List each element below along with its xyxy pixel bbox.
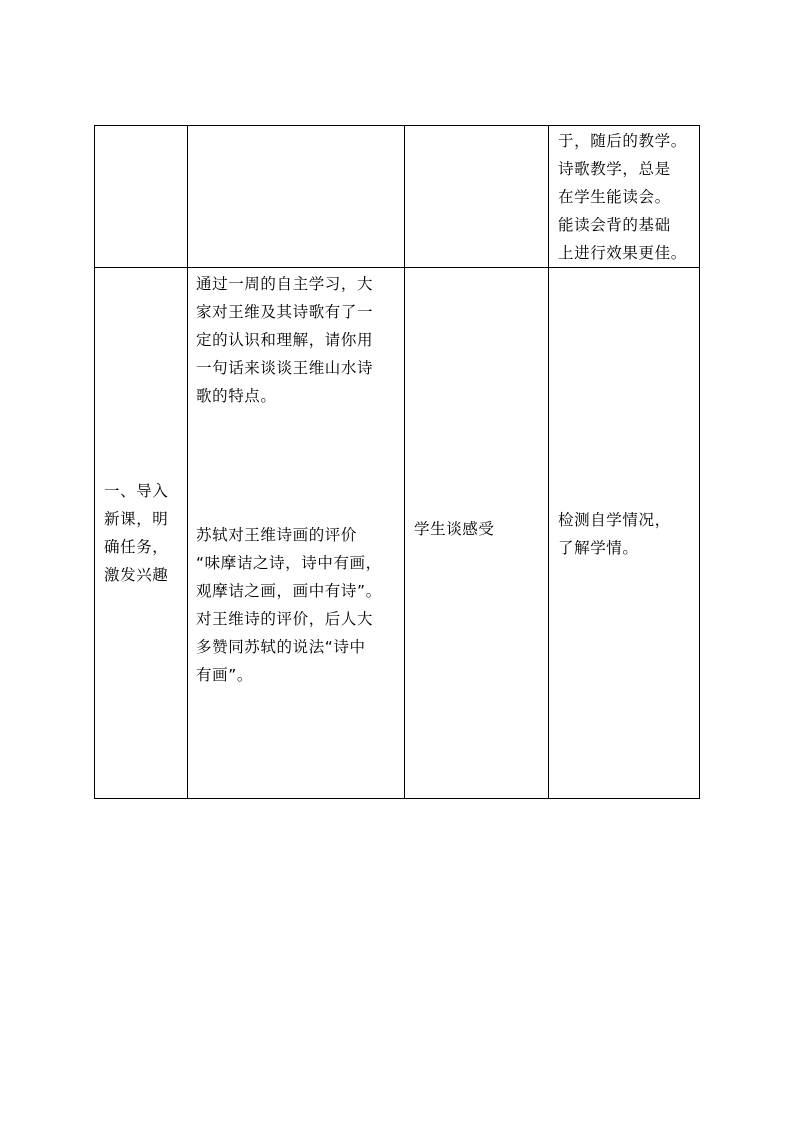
text-line: 诗歌教学，总是 xyxy=(558,160,671,178)
table-cell-stage xyxy=(95,268,188,799)
table-cell xyxy=(188,126,405,268)
text-line: 一、导入 xyxy=(104,482,169,500)
table-row xyxy=(95,268,700,799)
text-line: 定的认识和理解，请你用 xyxy=(196,331,374,349)
text-line: 在学生能读会。 xyxy=(558,188,671,206)
table-cell-teacher-activity xyxy=(188,268,405,799)
text-line: 歌的特点。 xyxy=(196,387,277,405)
table-cell-student-activity xyxy=(405,268,549,799)
text-line: 激发兴趣 xyxy=(104,566,169,584)
text-line: 多赞同苏轼的说法“诗中 xyxy=(196,638,366,656)
text-line: 一句话来谈谈王维山水诗 xyxy=(196,359,374,377)
cell-text xyxy=(414,515,542,543)
table-row xyxy=(95,126,700,268)
text-line: 观摩诘之画，画中有诗”。 xyxy=(196,582,382,600)
text-line: 确任务， xyxy=(104,538,169,556)
table-cell xyxy=(405,126,549,268)
paragraph-gap xyxy=(196,410,397,521)
text-line: 上进行效果更佳。 xyxy=(558,244,687,262)
text-line: 学生谈感受 xyxy=(414,520,495,538)
text-line: 有画”。 xyxy=(196,666,253,684)
lesson-plan-table xyxy=(94,125,700,799)
text-line: 检测自学情况， xyxy=(558,510,671,529)
table-cell-purpose xyxy=(549,126,700,268)
text-line: 苏轼对王维诗画的评价 xyxy=(196,526,358,544)
text-line: 了解学情。 xyxy=(558,538,639,557)
text-line: 家对王维及其诗歌有了一 xyxy=(196,303,374,321)
text-line: 通过一周的自主学习，大 xyxy=(196,275,374,293)
table-cell xyxy=(95,126,188,268)
table-cell-purpose xyxy=(549,268,700,799)
text-line: 对王维诗的评价，后人大 xyxy=(196,610,374,628)
text-line: 于，随后的教学。 xyxy=(558,132,687,150)
text-line: “味摩诘之诗，诗中有画， xyxy=(196,554,382,572)
text-line: 新课，明 xyxy=(104,510,169,528)
paragraph-question xyxy=(196,270,397,410)
paragraph-su-shi-comment xyxy=(196,521,397,689)
cell-text xyxy=(104,477,181,589)
text-line: 能读会背的基础 xyxy=(558,216,671,234)
cell-text xyxy=(558,126,691,267)
cell-text xyxy=(558,506,693,562)
